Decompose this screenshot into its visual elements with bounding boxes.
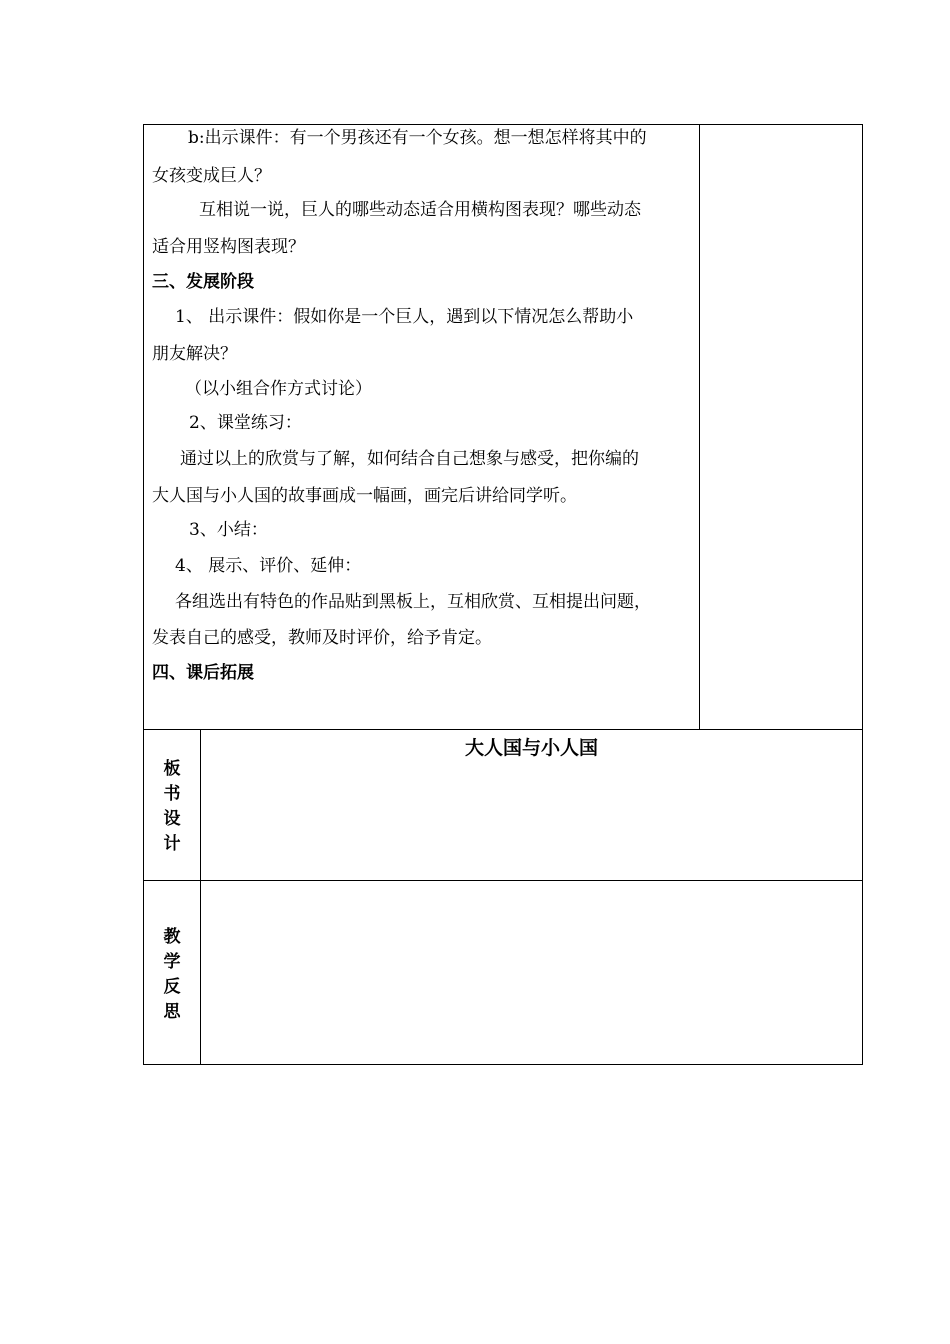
notes-column-divider — [699, 124, 700, 730]
board-design-label-char: 板 — [163, 759, 181, 779]
lesson-line-9: 2、课堂练习： — [189, 413, 302, 433]
table-border-right — [862, 124, 863, 1065]
lesson-line-6: 1、 出示课件：假如你是一个巨人，遇到以下情况怎么帮助小 — [175, 307, 634, 327]
board-design-title: 大人国与小人国 — [464, 737, 598, 759]
reflection-label-char: 反 — [163, 977, 181, 997]
board-design-label-char: 设 — [163, 809, 181, 829]
row-divider-2 — [143, 880, 863, 881]
reflection-label-char: 学 — [163, 952, 181, 972]
board-design-label-char: 书 — [163, 784, 181, 804]
table-border-left — [143, 124, 144, 1065]
table-border-bottom — [143, 1064, 863, 1065]
row-divider-1 — [143, 729, 863, 730]
lesson-line-1: b:出示课件：有一个男孩还有一个女孩。想一想怎样将其中的 — [188, 128, 647, 148]
table-border-top — [143, 124, 863, 125]
section-heading-extension: 四、课后拓展 — [152, 663, 254, 683]
lesson-line-2: 女孩变成巨人？ — [152, 166, 271, 186]
lesson-line-13: 4、 展示、评价、延伸： — [175, 556, 362, 576]
section-heading-development: 三、发展阶段 — [152, 272, 254, 292]
reflection-label-char: 思 — [163, 1002, 181, 1022]
board-design-label-char: 计 — [163, 834, 181, 854]
lesson-line-3: 互相说一说，巨人的哪些动态适合用横构图表现？哪些动态 — [199, 200, 641, 220]
lesson-line-4: 适合用竖构图表现？ — [152, 237, 305, 257]
lesson-line-10: 通过以上的欣赏与了解，如何结合自己想象与感受，把你编的 — [180, 449, 639, 469]
reflection-label-char: 教 — [163, 927, 181, 947]
lesson-line-12: 3、小结： — [189, 520, 268, 540]
label-column-divider — [200, 729, 201, 1065]
lesson-line-8: （以小组合作方式讨论） — [185, 379, 372, 399]
lesson-line-14: 各组选出有特色的作品贴到黑板上，互相欣赏、互相提出问题， — [175, 592, 651, 612]
lesson-line-15: 发表自己的感受，教师及时评价，给予肯定。 — [152, 628, 492, 648]
lesson-line-11: 大人国与小人国的故事画成一幅画，画完后讲给同学听。 — [152, 486, 577, 506]
lesson-line-7: 朋友解决？ — [152, 344, 237, 364]
